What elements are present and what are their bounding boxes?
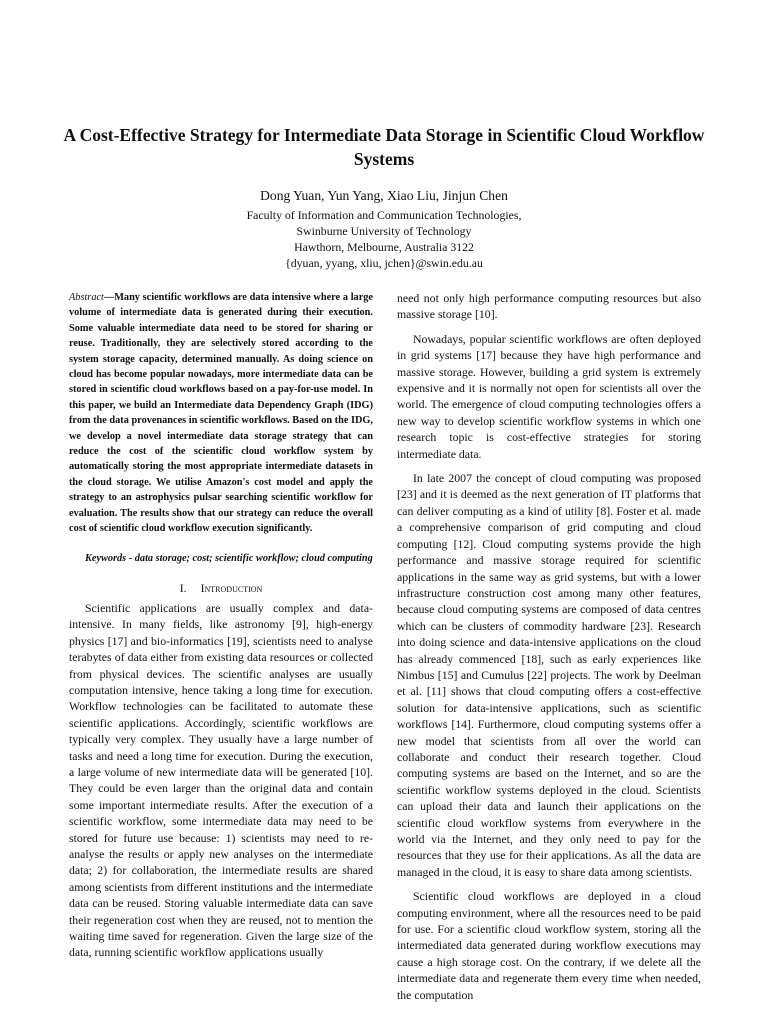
abstract-text: —Many scientific workflows are data intensive where a large volume of intermediate data is generated during their execution. Some valuable intermediate data need to be stored for sharing or reuse. Traditionally, they are selectively stored according to the system storage capacity, determined manually. As doing science on cloud has become popular nowadays, more intermediate data can be stored in scientific cloud workflows based on a pay-for-use model. In this paper, we build an Intermediate data Dependency Graph (IDG) from the data provenances in scientific workflows. Based on the IDG, we develop a novel intermediate data storage strategy that can reduce the cost of the scientific cloud workflow system by automatically storing the most appropriate intermediate datasets in the cloud storage. We utilise Amazon's cost model and apply the strategy to an astrophysics pulsar searching scientific workflow for evaluation. The results show that our strategy can reduce the overall cost of scientific cloud workflow execution significantly. xyxy=(69,292,373,535)
keywords-text: data storage; cost; scientific workflow; cloud computing xyxy=(134,552,373,564)
paper-authors: Dong Yuan, Yun Yang, Xiao Liu, Jinjun Chen xyxy=(260,188,508,203)
affiliation-line: Swinburne University of Technology xyxy=(296,224,472,238)
keywords xyxy=(69,551,373,566)
affiliation-line: Hawthorn, Melbourne, Australia 3122 xyxy=(294,240,474,254)
keywords-label: Keywords - xyxy=(85,552,135,564)
author-emails: {dyuan, yyang, xliu, jchen}@swin.edu.au xyxy=(285,256,483,270)
body-paragraph: Scientific applications are usually complex and data-intensive. In many fields, like astronomy [9], high-energy physics [17] and bio-informatics [19], scientists need to analyse terabytes of data either from existing data resources or collected from physical devices. The scientific analyses are usually computation intensive, hence taking a long time for execution. Workflow technologies can be facilitated to automate these scientific applications. Accordingly, scientific workflows are typically very complex. They usually have a large number of tasks and need a long time for execution. During the execution, a large volume of new intermediate data will be generated [10]. They could be even larger than the original data and contain some important intermediate results. After the execution of a scientific workflow, some intermediate data may need to be stored for future use because: 1) scientists may need to re-analyse the results or apply new analyses on the intermediate data; 2) for collaboration, the intermediate results are shared among scientists from different institutions and the intermediate data can be reused. Storing valuable intermediate data can save their regeneration cost when they are reused, not to mention the waiting time saved for regeneration. Given the large size of the data, running scientific workflow applications usually xyxy=(69,600,373,960)
left-column xyxy=(69,290,373,969)
body-paragraph: need not only high performance computing resources but also massive storage [10]. xyxy=(397,291,701,322)
body-paragraph: Nowadays, popular scientific workflows are often deployed in grid systems [17] because they have high performance and massive storage. However, building a grid system is extremely expensive and it is normally not open for scientists all over the world. The emergence of cloud computing technologies offers a new way to develop scientific workflow systems in which one research topic is cost-effective strategies for storing intermediate data. xyxy=(397,331,701,461)
paper-title: A Cost-Effective Strategy for Intermediate Data Storage in Scientific Cloud Workflow Systems xyxy=(63,125,705,169)
body-paragraph: Scientific cloud workflows are deployed in a cloud computing environment, where all the resources need to be paid for use. For a scientific cloud workflow system, storing all the intermediated data generated during workflow executions may cause a high storage cost. On the contrary, if we delete all the intermediate data and regenerate them every time when needed, the computation xyxy=(397,889,701,1002)
section-title: Introduction xyxy=(200,580,263,595)
abstract-label: Abstract xyxy=(69,292,104,303)
body-paragraph: In late 2007 the concept of cloud computing was proposed [23] and it is deemed as the next generation of IT platforms that can deliver computing as a kind of utility [8]. Foster et al. made a comprehensive comparison of grid computing and cloud computing [12]. Cloud computing systems provide the high performance and massive storage required for scientific applications in the same way as grid systems, but with a lower infrastructure construction cost among many other features, because cloud computing systems are composed of data centres which can be clusters of commodity hardware [23]. Research into doing science and data-intensive applications on the cloud has already commenced [18], such as early experiences like Nimbus [15] and Cumulus [22] projects. The work by Deelman et al. [11] shows that cloud computing offers a cost-effective solution for data-intensive applications, such as scientific workflows [14]. Furthermore, cloud computing systems offer a new model that scientists from all over the world can collaborate and conduct their research together. Cloud computing systems are based on the Internet, and so are the scientific workflow systems deployed in the cloud. Scientists can upload their data and launch their applications on the scientific cloud workflow systems from everywhere in the world via the Internet, and they only need to pay for the resources that they use for their applications. As all the data are managed in the cloud, it is easy to share data among scientists. xyxy=(397,471,701,879)
affiliation-block xyxy=(60,207,708,271)
section-heading-introduction xyxy=(69,580,373,596)
abstract xyxy=(69,290,373,537)
section-number: I. xyxy=(179,580,187,595)
right-column xyxy=(397,290,701,1011)
affiliation-line: Faculty of Information and Communication Technologies, xyxy=(246,208,522,222)
